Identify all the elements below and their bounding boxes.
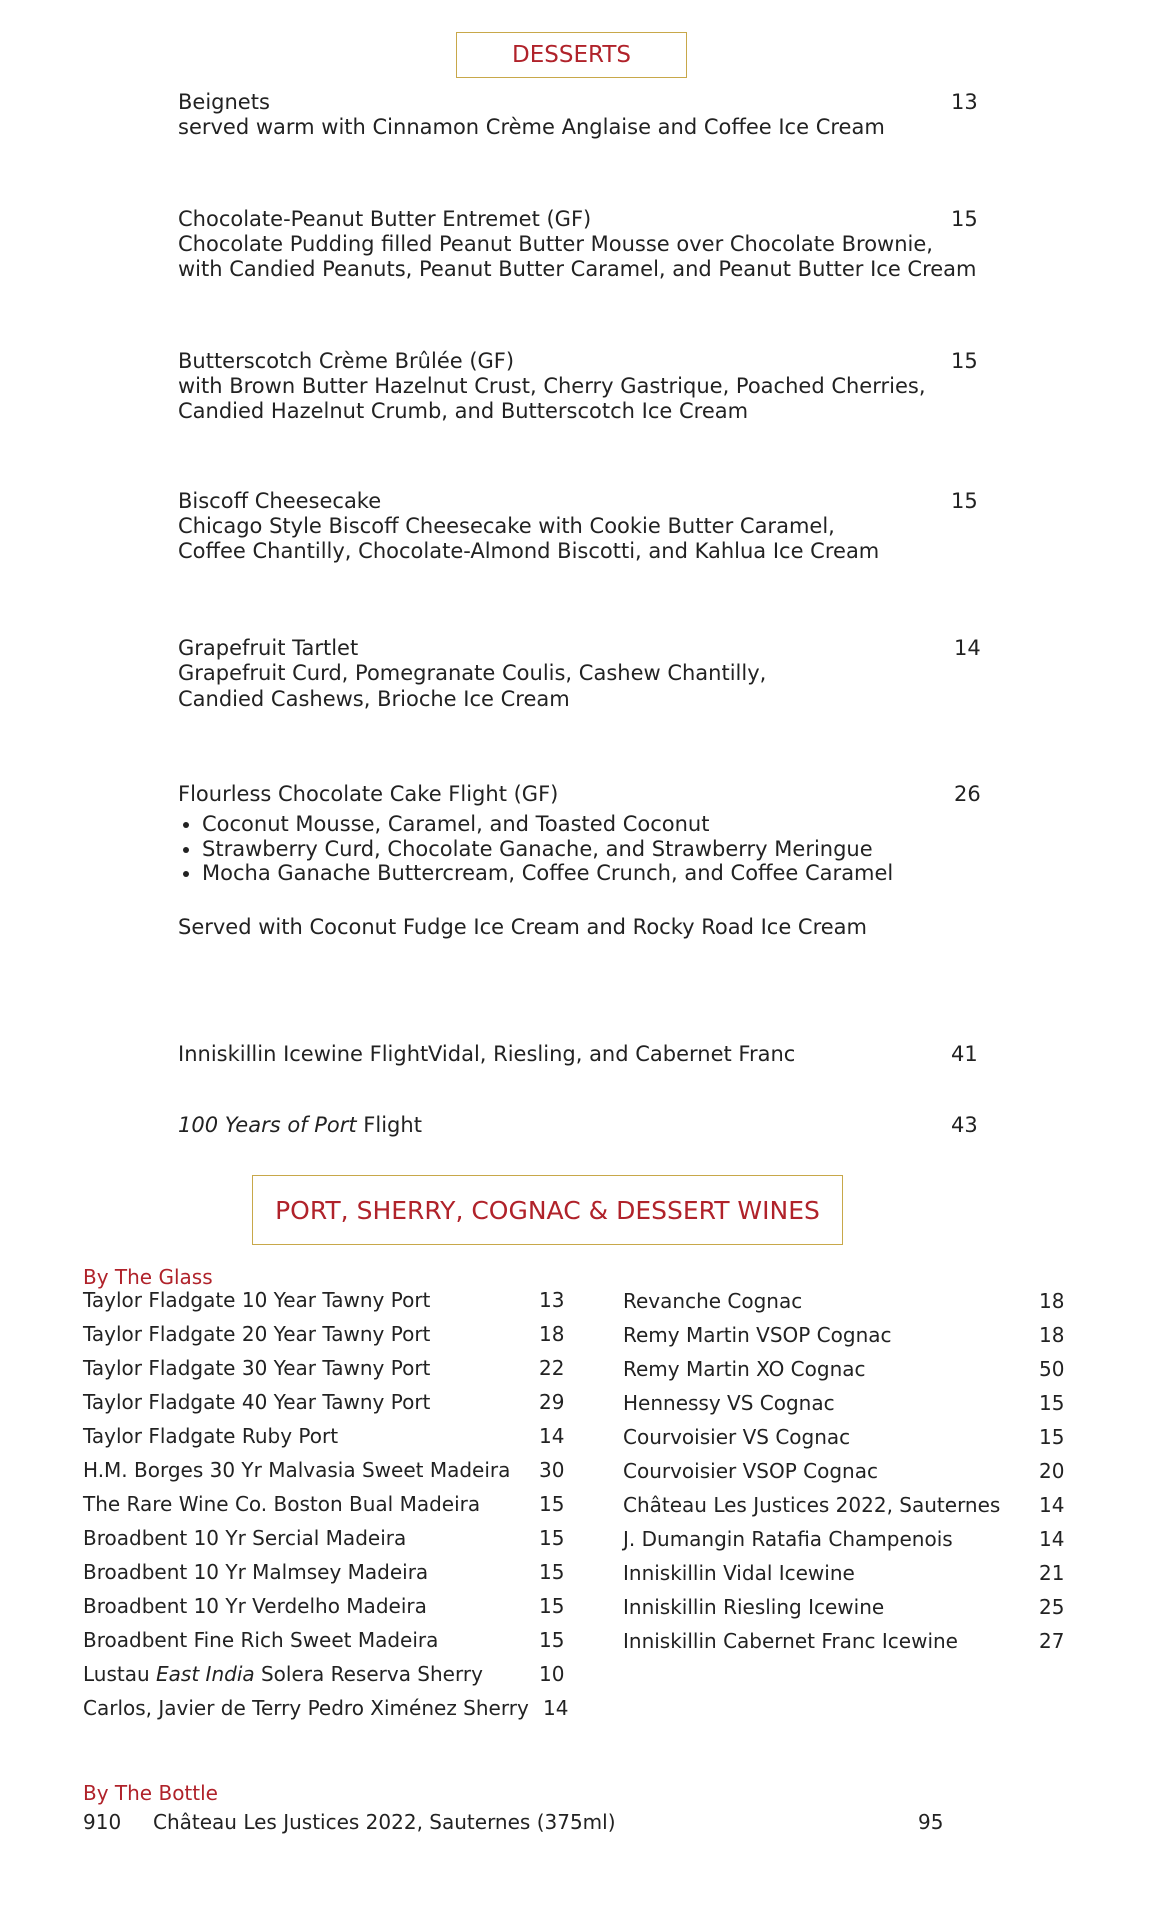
wine-price: 14 bbox=[543, 1696, 569, 1720]
bottle-bin: 910 bbox=[83, 1810, 122, 1834]
dessert-price-entremet: 15 bbox=[951, 207, 978, 231]
wine-name: Carlos, Javier de Terry Pedro Ximénez Sherry bbox=[83, 1696, 529, 1720]
by-glass-label: By The Glass bbox=[83, 1265, 213, 1289]
wine-price: 15 bbox=[539, 1594, 565, 1618]
list-item bbox=[623, 1318, 1065, 1352]
dessert-desc-creme-brulee-1: with Brown Butter Hazelnut Crust, Cherry Gastrique, Poached Cherries, bbox=[178, 374, 926, 398]
port-flight-name-rest: Flight bbox=[356, 1113, 422, 1137]
dessert-name-cake-flight: Flourless Chocolate Cake Flight (GF) bbox=[178, 782, 559, 806]
dessert-desc-tartlet-2: Candied Cashews, Brioche Ice Cream bbox=[178, 687, 570, 711]
wine-name: H.M. Borges 30 Yr Malvasia Sweet Madeira bbox=[83, 1458, 511, 1482]
dessert-desc-beignets: served warm with Cinnamon Crème Anglaise and Coffee Ice Cream bbox=[178, 115, 885, 139]
list-item bbox=[83, 1351, 563, 1385]
list-item bbox=[83, 1589, 563, 1623]
wine-name: Courvoisier VS Cognac bbox=[623, 1425, 851, 1449]
port-heading bbox=[252, 1175, 843, 1245]
wine-name: Château Les Justices 2022, Sauternes bbox=[623, 1493, 1001, 1517]
desserts-heading bbox=[456, 32, 687, 78]
wine-price: 14 bbox=[1039, 1527, 1065, 1551]
list-item bbox=[623, 1420, 1065, 1454]
cake-flight-list bbox=[178, 812, 893, 886]
bottle-price: 95 bbox=[918, 1810, 944, 1834]
wine-name: Taylor Fladgate 40 Year Tawny Port bbox=[83, 1390, 431, 1414]
cake-flight-served: Served with Coconut Fudge Ice Cream and Rocky Road Ice Cream bbox=[178, 915, 868, 939]
wine-name: Courvoisier VSOP Cognac bbox=[623, 1459, 878, 1483]
wine-price: 13 bbox=[539, 1288, 565, 1312]
list-item: • Mocha Ganache Buttercream, Coffee Crunch, and Coffee Caramel bbox=[202, 861, 893, 886]
dessert-desc-tartlet-1: Grapefruit Curd, Pomegranate Coulis, Cashew Chantilly, bbox=[178, 661, 767, 685]
wine-name: Inniskillin Riesling Icewine bbox=[623, 1595, 885, 1619]
dessert-desc-entremet-2: with Candied Peanuts, Peanut Butter Caramel, and Peanut Butter Ice Cream bbox=[178, 257, 977, 281]
wine-name: Inniskillin Vidal Icewine bbox=[623, 1561, 855, 1585]
wine-name-post: Solera Reserva Sherry bbox=[254, 1662, 483, 1686]
wine-name: Remy Martin VSOP Cognac bbox=[623, 1323, 892, 1347]
wine-name: Broadbent Fine Rich Sweet Madeira bbox=[83, 1628, 439, 1652]
list-item bbox=[83, 1555, 563, 1589]
wine-name: Broadbent 10 Yr Malmsey Madeira bbox=[83, 1560, 429, 1584]
dessert-name-cheesecake: Biscoff Cheesecake bbox=[178, 489, 382, 513]
wine-price: 21 bbox=[1039, 1561, 1065, 1585]
wine-name: The Rare Wine Co. Boston Bual Madeira bbox=[83, 1492, 481, 1516]
wine-price: 15 bbox=[539, 1526, 565, 1550]
desserts-title: DESSERTS bbox=[512, 42, 631, 68]
wine-name: Broadbent 10 Yr Verdelho Madeira bbox=[83, 1594, 427, 1618]
wine-price: 15 bbox=[539, 1628, 565, 1652]
wine-price: 15 bbox=[1039, 1425, 1065, 1449]
wine-price: 50 bbox=[1039, 1357, 1065, 1381]
wine-name-italic: East India bbox=[156, 1662, 255, 1686]
dessert-desc-cheesecake-2: Coffee Chantilly, Chocolate-Almond Biscotti, and Kahlua Ice Cream bbox=[178, 539, 880, 563]
wine-name: Taylor Fladgate 20 Year Tawny Port bbox=[83, 1322, 431, 1346]
list-item bbox=[83, 1623, 563, 1657]
wine-price: 18 bbox=[1039, 1289, 1065, 1313]
wine-price: 30 bbox=[539, 1458, 565, 1482]
wine-price: 10 bbox=[539, 1662, 565, 1686]
list-item bbox=[83, 1487, 563, 1521]
dessert-price-tartlet: 14 bbox=[954, 636, 981, 660]
wine-name: Broadbent 10 Yr Sercial Madeira bbox=[83, 1526, 407, 1550]
list-item bbox=[623, 1284, 1065, 1318]
icewine-flight-desc: Vidal, Riesling, and Cabernet Franc bbox=[428, 1042, 796, 1066]
dessert-desc-cheesecake-1: Chicago Style Biscoff Cheesecake with Cookie Butter Caramel, bbox=[178, 514, 835, 538]
wine-price: 20 bbox=[1039, 1459, 1065, 1483]
dessert-price-cheesecake: 15 bbox=[951, 489, 978, 513]
dessert-name-beignets: Beignets bbox=[178, 90, 270, 114]
port-title: PORT, SHERRY, COGNAC & DESSERT WINES bbox=[275, 1195, 820, 1225]
list-item bbox=[623, 1386, 1065, 1420]
bottle-name: Château Les Justices 2022, Sauternes (375ml) bbox=[153, 1810, 616, 1834]
dessert-desc-entremet-1: Chocolate Pudding filled Peanut Butter Mousse over Chocolate Brownie, bbox=[178, 232, 933, 256]
list-item bbox=[83, 1691, 569, 1725]
wine-name: Taylor Fladgate 10 Year Tawny Port bbox=[83, 1288, 431, 1312]
list-item bbox=[83, 1453, 563, 1487]
wine-name bbox=[83, 1657, 483, 1691]
dessert-price-beignets: 13 bbox=[951, 90, 978, 114]
list-item bbox=[623, 1454, 1065, 1488]
wine-name: J. Dumangin Ratafia Champenois bbox=[623, 1527, 953, 1551]
list-item bbox=[623, 1590, 1065, 1624]
wine-price: 18 bbox=[539, 1322, 565, 1346]
glass-list-right bbox=[623, 1284, 1065, 1658]
wine-price: 29 bbox=[539, 1390, 565, 1414]
wine-price: 18 bbox=[1039, 1323, 1065, 1347]
dessert-desc-creme-brulee-2: Candied Hazelnut Crumb, and Butterscotch Ice Cream bbox=[178, 399, 749, 423]
list-item bbox=[83, 1317, 563, 1351]
dessert-price-creme-brulee: 15 bbox=[951, 349, 978, 373]
by-bottle-label: By The Bottle bbox=[83, 1781, 218, 1805]
wine-price: 15 bbox=[539, 1560, 565, 1584]
wine-name: Revanche Cognac bbox=[623, 1289, 803, 1313]
dessert-price-cake-flight: 26 bbox=[954, 782, 981, 806]
wine-name: Remy Martin XO Cognac bbox=[623, 1357, 866, 1381]
list-item bbox=[83, 1657, 563, 1691]
port-flight-name bbox=[178, 1113, 422, 1138]
list-item bbox=[83, 1521, 563, 1555]
wine-price: 22 bbox=[539, 1356, 565, 1380]
dessert-name-creme-brulee: Butterscotch Crème Brûlée (GF) bbox=[178, 349, 515, 373]
list-item bbox=[623, 1352, 1065, 1386]
wine-name: Inniskillin Cabernet Franc Icewine bbox=[623, 1629, 958, 1653]
wine-name: Taylor Fladgate 30 Year Tawny Port bbox=[83, 1356, 431, 1380]
wine-price: 14 bbox=[539, 1424, 565, 1448]
port-flight-price: 43 bbox=[951, 1113, 978, 1137]
list-item bbox=[83, 1283, 563, 1317]
list-item bbox=[623, 1624, 1065, 1658]
wine-price: 25 bbox=[1039, 1595, 1065, 1619]
list-item: • Strawberry Curd, Chocolate Ganache, and Strawberry Meringue bbox=[202, 837, 893, 862]
wine-price: 27 bbox=[1039, 1629, 1065, 1653]
wine-price: 15 bbox=[1039, 1391, 1065, 1415]
dessert-name-entremet: Chocolate-Peanut Butter Entremet (GF) bbox=[178, 207, 592, 231]
wine-name: Hennessy VS Cognac bbox=[623, 1391, 835, 1415]
wine-name-pre: Lustau bbox=[83, 1662, 157, 1686]
wine-price: 14 bbox=[1039, 1493, 1065, 1517]
icewine-flight-price: 41 bbox=[951, 1042, 978, 1066]
port-flight-name-italic: 100 Years of Port bbox=[178, 1113, 357, 1137]
wine-name: Taylor Fladgate Ruby Port bbox=[83, 1424, 339, 1448]
dessert-name-tartlet: Grapefruit Tartlet bbox=[178, 636, 359, 660]
list-item bbox=[83, 1385, 563, 1419]
list-item: • Coconut Mousse, Caramel, and Toasted Coconut bbox=[202, 812, 893, 837]
wine-price: 15 bbox=[539, 1492, 565, 1516]
list-item bbox=[623, 1522, 1065, 1556]
list-item bbox=[623, 1488, 1065, 1522]
list-item bbox=[83, 1419, 563, 1453]
icewine-flight-name: Inniskillin Icewine Flight bbox=[178, 1042, 429, 1066]
list-item bbox=[623, 1556, 1065, 1590]
glass-list-left bbox=[83, 1283, 569, 1725]
